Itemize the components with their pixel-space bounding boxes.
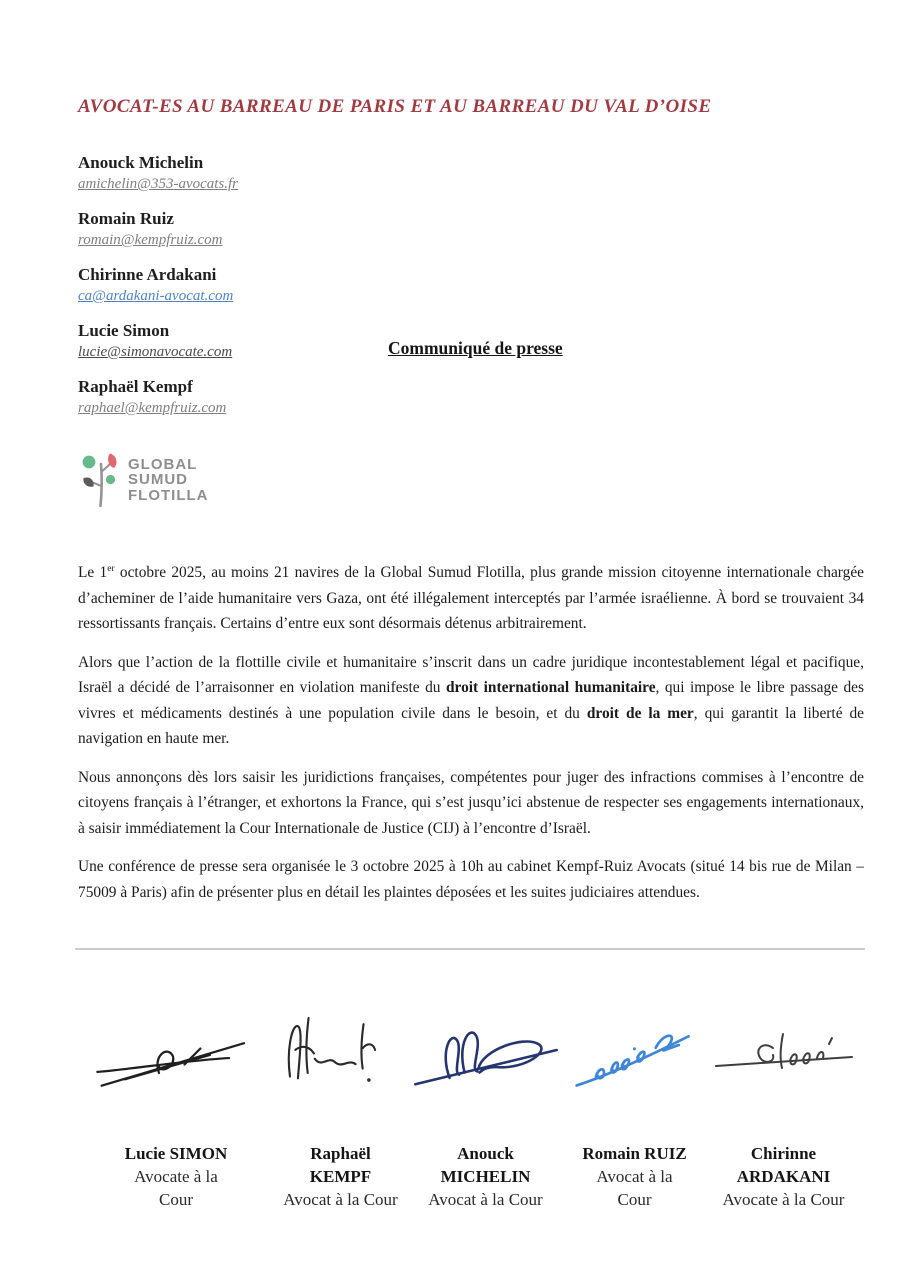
signatories-names-row xyxy=(78,1142,862,1211)
signatory-role: Avocat à la Cour xyxy=(428,1190,543,1209)
global-sumud-flotilla-logo xyxy=(80,452,208,508)
lawyer-name: Lucie Simon xyxy=(78,321,170,340)
lawyer-entry xyxy=(78,208,408,250)
lawyer-name: Anouck Michelin xyxy=(78,153,204,172)
lawyer-email-link[interactable]: lucie@simonavocate.com xyxy=(78,344,233,360)
lawyer-entry xyxy=(78,376,408,418)
signatory-lucie-simon xyxy=(125,1142,227,1211)
lawyer-email-link[interactable]: ca@ardakani-avocat.com xyxy=(78,288,234,304)
signature-raphael-kempf xyxy=(274,998,407,1116)
lawyer-entry xyxy=(78,320,408,362)
signature-anouck-michelin xyxy=(407,998,564,1116)
press-release-body xyxy=(78,560,864,918)
lawyer-name: Chirinne Ardakani xyxy=(78,265,217,284)
signatory-name: Romain RUIZ xyxy=(582,1144,687,1163)
signatory-romain-ruiz xyxy=(582,1142,686,1211)
paragraph-press-conference: Une conférence de presse sera organisée le 3 octobre 2025 à 10h au cabinet Kempf-Ruiz Avocats (situé 14 bis rue de Milan – 75009 à Paris) afin de présenter plus en détail les plaintes déposées et les suites judiciaires attendues. xyxy=(78,858,864,901)
lawyer-entry xyxy=(78,152,408,194)
lawyer-name: Raphaël Kempf xyxy=(78,377,193,396)
lawyer-name: Romain Ruiz xyxy=(78,209,174,228)
paragraph-interception: Le 1er octobre 2025, au moins 21 navires de la Global Sumud Flotilla, plus grande mission citoyenne internationale chargée d’acheminer de l’aide humanitaire vers Gaza, ont été illégalement interceptés par l’armée israélienne. À bord se trouvaient 34 ressortissants français. Certains d’entre eux sont désormais détenus arbitrairement. xyxy=(78,562,864,632)
press-release-heading: Communiqué de presse xyxy=(388,338,563,358)
signature-romain-ruiz xyxy=(564,998,705,1116)
paragraph-jurisdictions: Nous annonçons dès lors saisir les juridictions françaises, compétentes pour juger des infractions commises à l’encontre de citoyens français à l’étranger, et exhortons la France, qui s’est jusqu’ici abstenue de respecter ses engagements internationaux, à saisir immédiatement la Cour Internationale de Justice (CIJ) à l’encontre d’Israël. xyxy=(78,768,864,837)
signatory-raphael-kempf xyxy=(283,1142,397,1211)
lawyer-entry xyxy=(78,264,408,306)
lawyer-email-link[interactable]: raphael@kempfruiz.com xyxy=(78,400,227,416)
signatory-anouck-michelin xyxy=(428,1142,542,1211)
page-title: AVOCAT-ES AU BARREAU DE PARIS ET AU BARREAU DU VAL D’OISE xyxy=(78,96,712,117)
signatory-role: Avocate à la Cour xyxy=(722,1190,845,1209)
signatory-chirinne-ardakani xyxy=(723,1142,845,1211)
signatory-role: Avocat à la Cour xyxy=(596,1167,673,1209)
signature-chirinne-ardakani xyxy=(705,998,862,1116)
paragraph-legal-violation: Alors que l’action de la flottille civile et humanitaire s’inscrit dans un cadre juridique incontestablement légal et pacifique, Israël a décidé de l’arraisonner en violation manifeste du droit international humanitaire, qui impose le libre passage des vivres et médicaments destinés à une population civile dans le besoin, et du droit de la mer, qui garantit la liberté de navigation en haute mer. xyxy=(78,653,865,747)
logo-wordmark: GLOBAL SUMUD FLOTILLA xyxy=(128,455,209,504)
flotilla-tree-icon xyxy=(80,452,124,508)
signatory-name: Lucie SIMON xyxy=(124,1144,228,1163)
signatory-name: Chirinne ARDAKANI xyxy=(736,1144,831,1186)
signature-lucie-simon xyxy=(78,998,274,1116)
signatures-row xyxy=(78,998,862,1116)
signatory-name: Raphaël KEMPF xyxy=(309,1144,372,1186)
lawyer-contact-list xyxy=(78,152,408,432)
signatory-role: Avocate à la Cour xyxy=(134,1167,218,1209)
signatory-name: Anouck MICHELIN xyxy=(440,1144,531,1186)
lawyer-email-link[interactable]: amichelin@353-avocats.fr xyxy=(78,176,239,192)
horizontal-divider xyxy=(75,948,865,950)
lawyer-email-link[interactable]: romain@kempfruiz.com xyxy=(78,232,223,248)
signatory-role: Avocat à la Cour xyxy=(283,1190,398,1209)
